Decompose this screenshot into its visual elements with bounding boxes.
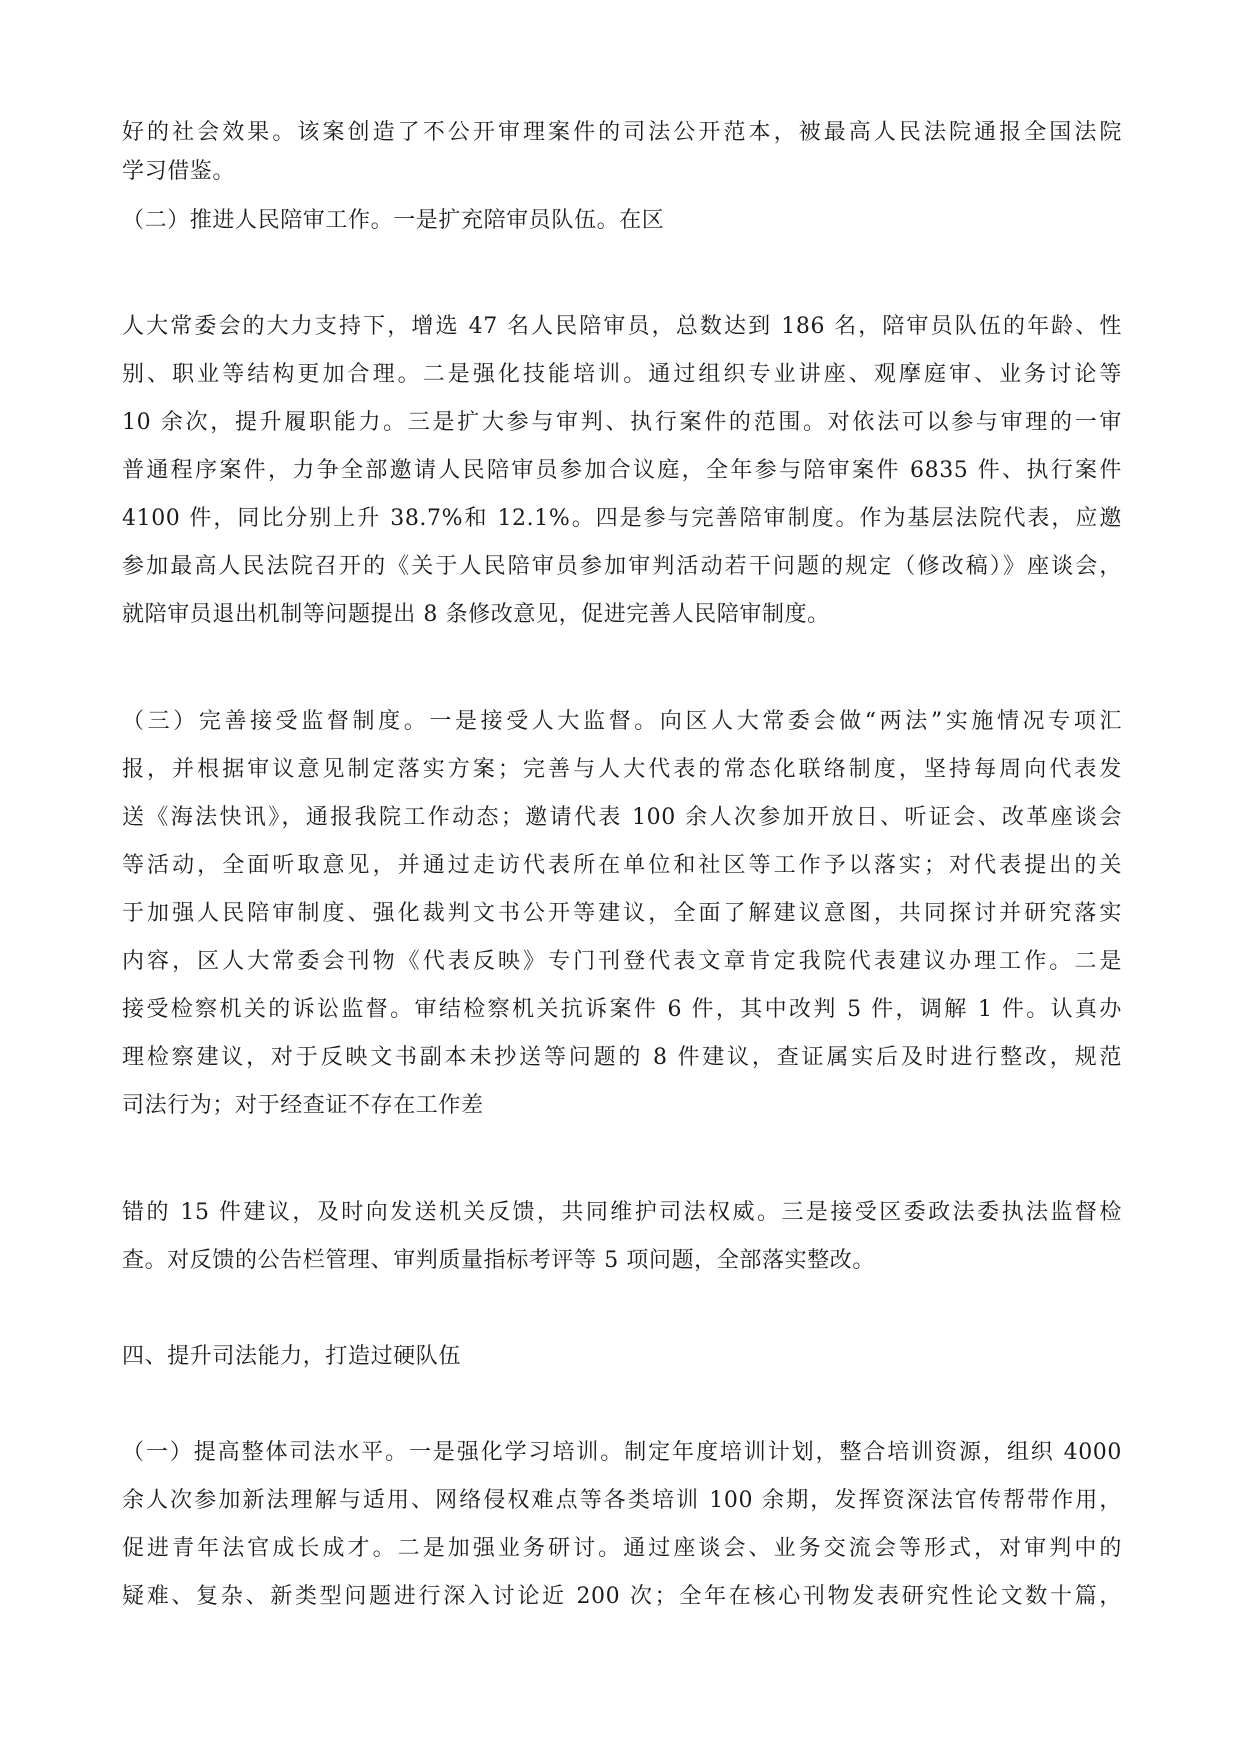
section-heading: （一）提高整体司法水平。一是强化学习培训。制定年度培训计划，整合培训资源，组织 4000 xyxy=(122,1440,1122,1465)
text-line: 余人次参加新法理解与适用、网络侵权难点等各类培训 100 余期，发挥资深法官传帮带作用， xyxy=(122,1488,1122,1513)
section-heading: （三）完善接受监督制度。一是接受人大监督。向区人大常委会做“两法”实施情况专项汇 xyxy=(122,709,1122,734)
text-line: 好的社会效果。该案创造了不公开审理案件的司法公开范本，被最高人民法院通报全国法院 xyxy=(122,120,1122,145)
text-line: 就陪审员退出机制等问题提出 8 条修改意见，促进完善人民陪审制度。 xyxy=(122,602,830,627)
text-line: 等活动，全面听取意见，并通过走访代表所在单位和社区等工作予以落实；对代表提出的关 xyxy=(122,853,1122,878)
text-line: 接受检察机关的诉讼监督。审结检察机关抗诉案件 6 件，其中改判 5 件，调解 1 件。认真办 xyxy=(122,997,1122,1022)
text-line: 于加强人民陪审制度、强化裁判文书公开等建议，全面了解建议意图，共同探讨并研究落实 xyxy=(122,901,1122,926)
text-line: 送《海法快讯》，通报我院工作动态；邀请代表 100 余人次参加开放日、听证会、改革座谈会 xyxy=(122,805,1122,830)
text-line: 理检察建议，对于反映文书副本未抄送等问题的 8 件建议，查证属实后及时进行整改，规范 xyxy=(122,1045,1122,1070)
text-line: 4100 件，同比分别上升 38.7%和 12.1%。四是参与完善陪审制度。作为基层法院代表，应邀 xyxy=(122,506,1122,531)
text-line: 错的 15 件建议，及时向发送机关反馈，共同维护司法权威。三是接受区委政法委执法监督检 xyxy=(122,1200,1122,1225)
text-line: 促进青年法官成长成才。二是加强业务研讨。通过座谈会、业务交流会等形式，对审判中的 xyxy=(122,1536,1122,1561)
text-line: 查。对反馈的公告栏管理、审判质量指标考评等 5 项问题，全部落实整改。 xyxy=(122,1248,875,1273)
text-line: 人大常委会的大力支持下，增选 47 名人民陪审员，总数达到 186 名，陪审员队伍的年龄、性 xyxy=(122,314,1122,339)
chapter-heading: 四、提升司法能力，打造过硬队伍 xyxy=(122,1344,462,1369)
text-line: 10 余次，提升履职能力。三是扩大参与审判、执行案件的范围。对依法可以参与审理的一审 xyxy=(122,410,1122,435)
text-line: 参加最高人民法院召开的《关于人民陪审员参加审判活动若干问题的规定（修改稿）》座谈会， xyxy=(122,554,1122,579)
text-line: 司法行为；对于经查证不存在工作差 xyxy=(122,1093,484,1118)
text-line: 报，并根据审议意见制定落实方案；完善与人大代表的常态化联络制度，坚持每周向代表发 xyxy=(122,757,1122,782)
text-line: 普通程序案件，力争全部邀请人民陪审员参加合议庭，全年参与陪审案件 6835 件、执行案件 xyxy=(122,458,1122,483)
text-line: 疑难、复杂、新类型问题进行深入讨论近 200 次；全年在核心刊物发表研究性论文数十篇， xyxy=(122,1584,1122,1609)
section-heading: （二）推进人民陪审工作。一是扩充陪审员队伍。在区 xyxy=(122,208,665,233)
text-line: 内容，区人大常委会刊物《代表反映》专门刊登代表文章肯定我院代表建议办理工作。二是 xyxy=(122,949,1122,974)
text-line: 别、职业等结构更加合理。二是强化技能培训。通过组织专业讲座、观摩庭审、业务讨论等 xyxy=(122,362,1122,387)
text-line: 学习借鉴。 xyxy=(122,159,236,184)
